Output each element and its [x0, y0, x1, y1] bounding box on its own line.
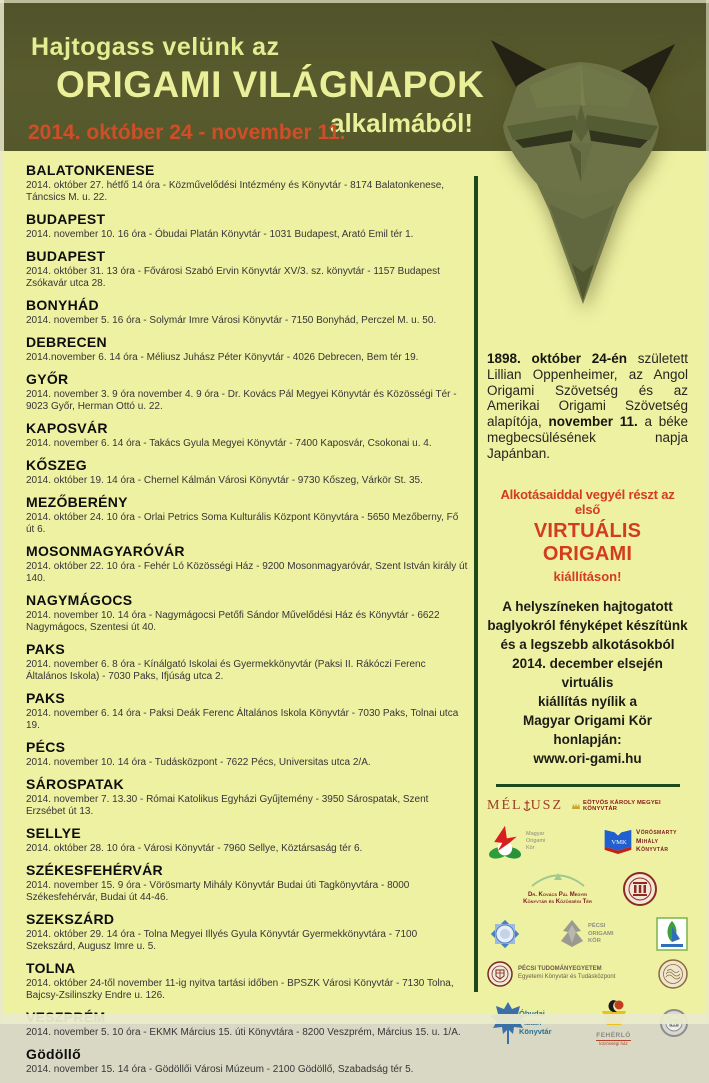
pecsi-origami-kor-logo	[559, 919, 620, 949]
event-item	[26, 371, 468, 413]
event-city: SZÉKESFEHÉRVÁR	[26, 862, 163, 878]
event-details: 2014. október 29. 14 óra - Tolna Megyei Illyés Gyula Könyvtár Gyermekkönyvtára - 7100 Szekszárd, Augusz Imre u. 5.	[26, 929, 418, 952]
event-city: SÁROSPATAK	[26, 776, 124, 792]
exhibition-info	[487, 597, 688, 749]
event-details: 2014. október 24. 10 óra - Orlai Petrics Soma Kulturális Központ Könyvtára - 5650 Mezőberny, Fő út 6.	[26, 512, 459, 535]
feherlo-label: FEHÉRLÓ	[596, 1032, 631, 1040]
feherlo-sublabel: közösségi ház	[596, 1040, 631, 1046]
event-item	[26, 911, 468, 953]
virtual-exhibition-cta	[487, 487, 688, 584]
event-city: BUDAPEST	[26, 211, 106, 227]
cta-line2: VIRTUÁLIS ORIGAMI	[533, 519, 642, 565]
crown-icon	[571, 802, 581, 810]
event-city: TOLNA	[26, 960, 76, 976]
grey-origami-bird-icon	[559, 919, 585, 949]
open-book-icon	[603, 828, 633, 855]
event-date-range: 2014. október 24 - november 11.	[28, 121, 346, 144]
kovacs-pal-library-label: Dr. Kovács Pál Megyei Könyvtár és Közösségi Tér	[523, 891, 592, 906]
green-hill-icon	[528, 871, 588, 887]
event-details: 2014. november 10. 16 óra - Óbudai Platán Könyvtár - 1031 Budapest, Arató Emil tér 1.	[26, 229, 414, 240]
partner-logos	[487, 798, 688, 1047]
event-item	[26, 739, 468, 769]
event-city: Gödöllő	[26, 1046, 81, 1062]
event-city: KAPOSVÁR	[26, 420, 108, 436]
event-city: PAKS	[26, 641, 66, 657]
event-city: SZEKSZÁRD	[26, 911, 115, 927]
event-details: 2014. november 10. 14 óra - Tudásközpont - 7622 Pécs, Universitas utca 2/A.	[26, 757, 371, 768]
event-item	[26, 862, 468, 904]
pte-library-logo	[518, 966, 615, 982]
brown-seal-icon	[658, 959, 688, 989]
event-city: NAGYMÁGOCS	[26, 592, 133, 608]
event-item	[26, 776, 468, 818]
events-list	[26, 162, 468, 1083]
magyar-origami-kor-logo	[487, 823, 552, 861]
intro-bold-date1: 1898. október 24-én	[487, 351, 627, 366]
event-city: PAKS	[26, 690, 66, 706]
event-item	[26, 690, 468, 732]
scan-edge-top	[0, 0, 709, 3]
poster-subtitle: alkalmából!	[330, 108, 474, 138]
svg-text:VMK: VMK	[611, 839, 627, 847]
intro-paragraph	[487, 351, 688, 462]
event-item	[26, 960, 468, 1002]
event-details: 2014. november 6. 14 óra - Takács Gyula Megyei Könyvtár - 7400 Kaposvár, Csokonai u. 4.	[26, 438, 432, 449]
logos-separator	[496, 784, 680, 787]
info-line: kiállítás nyílik a	[537, 693, 638, 709]
green-sail-logo-icon	[656, 917, 688, 951]
event-details: 2014. november 6. 8 óra - Kínálgató Iskolai és Gyermekkönyvtár (Paksi II. Rákóczi Ferenc Általános Iskola) - 7030 Paks, Ifjúság utca 2.	[26, 659, 426, 682]
event-details: 2014. november 6. 14 óra - Paksi Deák Ferenc Általános Iskola Könyvtár - 7030 Paks, Tolnai utca 19.	[26, 708, 459, 731]
event-details: 2014. október 31. 13 óra - Fővárosi Szabó Ervin Könyvtár XV/3. sz. könyvtár - 1157 Budapest Zsókavár utca 28.	[26, 266, 440, 289]
event-details: 2014. november 5. 10 óra - EKMK Március 15. úti Könyvtára - 8200 Veszprém, Március 15. u. 1/A.	[26, 1027, 461, 1038]
event-item	[26, 420, 468, 450]
info-line: baglyokról fényképet készítünk	[487, 617, 688, 633]
info-line: 2014. december elsején virtuális	[512, 655, 663, 690]
website-url: www.ori-gami.hu	[533, 750, 642, 766]
event-item	[26, 641, 468, 683]
event-details: 2014. november 3. 9 óra november 4. 9 óra - Dr. Kovács Pál Megyei Könyvtár és Közösségi Tér - 9023 Győr, Herman Ottó u. 22.	[26, 389, 457, 412]
event-city: PÉCS	[26, 739, 66, 755]
kovacs-pal-library-logo	[519, 871, 597, 908]
event-details: 2014. október 28. 10 óra - Városi Könyvtár - 7960 Sellye, Köztársaság tér 6.	[26, 843, 363, 854]
event-item	[26, 334, 468, 364]
obudai-platan-library-label: Könyvtár	[519, 1027, 552, 1037]
event-details: 2014. október 22. 10 óra - Fehér Ló Közösségi Ház - 9200 Mosonmagyaróvár, Szent István király út 140.	[26, 561, 468, 584]
intro-text2: a béke megbecsülésének napja Japánban.	[487, 414, 688, 461]
event-city: KŐSZEG	[26, 457, 87, 473]
event-city: DEBRECEN	[26, 334, 107, 350]
event-details: 2014. november 7. 13.30 - Római Katolikus Egyházi Gyűjtemény - 3950 Sárospatak, Szent Erzsébet út 13.	[26, 794, 429, 817]
meliusz-suffix: USZ	[530, 797, 564, 813]
cta-line1: Alkotásaiddal vegyél részt az első	[500, 486, 675, 517]
header-tagline: Hajtogass velünk az	[31, 33, 280, 61]
info-line: Magyar Origami Kör honlapján:	[522, 712, 653, 747]
event-item	[26, 1046, 468, 1076]
scan-edge-left	[0, 0, 4, 1024]
intro-bold-date2: november 11.	[548, 414, 638, 430]
eotvos-karoly-label: EÖTVÖS KÁROLY MEGYEI KÖNYVTÁR	[583, 799, 661, 812]
event-city: BUDAPEST	[26, 248, 106, 264]
origami-owl-image	[477, 12, 689, 312]
event-item	[26, 543, 468, 585]
fszek-seal-icon	[623, 872, 657, 906]
vorosmarty-library-label: Vörösmarty Mihály Könyvtár	[636, 829, 677, 853]
event-item	[26, 162, 468, 204]
event-city: SELLYE	[26, 825, 81, 841]
meliusz-logo	[487, 798, 563, 814]
event-details: 2014. november 5. 16 óra - Solymár Imre Városi Könyvtár - 7150 Bonyhád, Perczel M. u. 50.	[26, 315, 437, 326]
event-item	[26, 297, 468, 327]
pte-line2: Egyetemi Könyvtár és Tudásközpont	[518, 974, 616, 981]
origami-crane-icon	[487, 823, 523, 861]
vorosmarty-library-logo	[603, 828, 688, 855]
event-item	[26, 592, 468, 634]
scan-edge-bottom	[0, 1014, 709, 1024]
event-item	[26, 494, 468, 536]
sidebar	[487, 351, 688, 1046]
event-item	[26, 248, 468, 290]
event-details: 2014. november 10. 14 óra - Nagymágocsi Petőfi Sándor Művelődési Ház és Könyvtár - 6622 Nagymágocs, Szentesi út 40.	[26, 610, 440, 633]
eotvos-karoly-library-logo	[571, 800, 688, 812]
event-city: GYŐR	[26, 371, 69, 387]
event-item	[26, 825, 468, 855]
event-item	[26, 457, 468, 487]
cta-line3: kiállításon!	[553, 568, 622, 584]
intro-text1: született Lillian Oppenheimer, az Angol Origami Szövetség és az Amerikai Origami Szövetség alapítója,	[487, 351, 688, 430]
blue-star-seal-icon	[487, 916, 523, 952]
anchor-icon	[523, 799, 531, 813]
info-line: A helyszíneken hajtogatott	[502, 598, 673, 614]
pte-seal-icon	[487, 961, 513, 987]
event-details: 2014. október 27. hétfő 14 óra - Közművelődési Intézmény és Könyvtár - 8174 Balatonkenese, Táncsics M. u. 22.	[26, 180, 445, 203]
poster-title: ORIGAMI VILÁGNAPOK	[56, 64, 485, 105]
event-details: 2014. október 24-től november 11-ig nyitva tartási időben - BPSZK Városi Könyvtár - 7130 Tolna, Bajcsy-Zsilinszky Endre u. 126.	[26, 978, 454, 1001]
event-item	[26, 211, 468, 241]
pecsi-origami-kor-label: PÉCSI ORIGAMI KÖR	[588, 923, 614, 944]
event-city: BALATONKENESE	[26, 162, 155, 178]
pte-line1: PÉCSI TUDOMÁNYEGYETEM	[518, 966, 602, 973]
event-details: 2014. november 15. 9 óra - Vörösmarty Mihály Könyvtár Budai úti Tagkönyvtára - 8000 Székesfehérvár, Budai út 44-46.	[26, 880, 410, 903]
event-details: 2014. október 19. 14 óra - Chernel Kálmán Városi Könyvtár - 9730 Kőszeg, Várkör St. 35.	[26, 475, 423, 486]
event-details: 2014.november 6. 14 óra - Méliusz Juhász Péter Könyvtár - 4026 Debrecen, Bem tér 19.	[26, 352, 419, 363]
event-city: MEZŐBERÉNY	[26, 494, 128, 510]
magyar-origami-kor-label: Magyar Origami Kör	[526, 831, 546, 852]
meliusz-prefix: MÉL	[487, 797, 523, 813]
event-city: MOSONMAGYARÓVÁR	[26, 543, 185, 559]
event-city: BONYHÁD	[26, 297, 99, 313]
info-line: és a legszebb alkotásokból	[500, 636, 675, 652]
event-details: 2014. november 15. 14 óra - Gödöllői Városi Múzeum - 2100 Gödöllő, Szabadság tér 5.	[26, 1064, 414, 1075]
